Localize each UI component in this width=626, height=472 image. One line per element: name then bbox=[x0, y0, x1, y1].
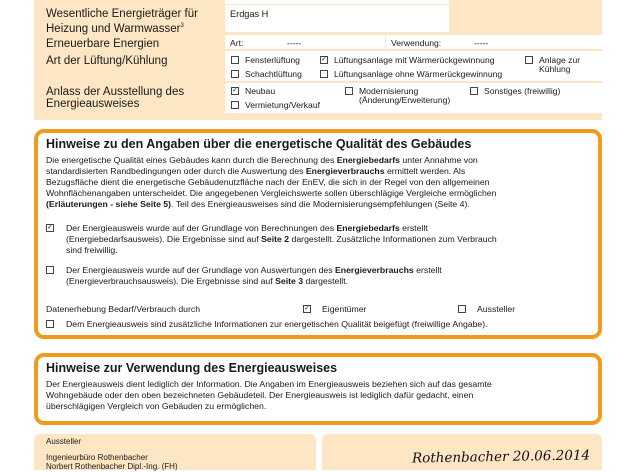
option-modernisierung-detail: (Änderung/Erweiterung) bbox=[359, 95, 451, 105]
renewable-art-cell bbox=[225, 35, 385, 49]
verbrauchsausweis-line-1: Der Energieausweis wurde auf der Grundlage von Auswertungen des Energieverbrauchs erstellt bbox=[66, 265, 442, 275]
quality-text-line-5: (Erläuterungen - siehe Seite 5). Teil des Energieausweises sind die Modernisierungsempfehlungen (Seite 4). bbox=[46, 199, 470, 209]
checkbox-sonstiges[interactable] bbox=[470, 87, 478, 95]
option-fensterlueftung: Fensterlüftung bbox=[245, 55, 300, 65]
renewable-label: Erneuerbare Energien bbox=[46, 38, 160, 50]
data-collection-label: Datenerhebung Bedarf/Verbrauch durch bbox=[46, 304, 201, 314]
energy-carrier-label: Wesentliche Energieträger für bbox=[46, 8, 198, 20]
bedarfsausweis-line-1: Der Energieausweis wurde auf der Grundlage von Berechnungen des Energiebedarfs erstellt bbox=[66, 223, 428, 233]
issuer-label: Aussteller bbox=[46, 437, 82, 446]
issuer-line-1: Ingenieurbüro Rothenbacher bbox=[46, 453, 148, 462]
quality-text-line-4: Wohnflächenangaben unterscheidet. Die angegebenen Vergleichswerte sollen überschlägige Vergleiche ermöglichen bbox=[46, 188, 497, 198]
energy-carrier-label-2: Heizung und Warmwasser$^3$ bbox=[46, 22, 184, 35]
checkbox-lueftung-mit-wrg[interactable]: ✓ bbox=[321, 56, 327, 63]
issuer-line-2: Norbert Rothenbacher Dipl.-Ing. (FH) bbox=[46, 462, 178, 471]
checkbox-zusatzinfo[interactable] bbox=[46, 320, 54, 328]
ventilation-label: Art der Lüftung/Kühlung bbox=[46, 55, 168, 67]
quality-notes-heading: Hinweise zu den Angaben über die energetische Qualität des Gebäudes bbox=[46, 137, 472, 151]
checkbox-schachtlueftung[interactable] bbox=[231, 70, 239, 78]
energy-carrier-value: Erdgas H bbox=[230, 9, 269, 19]
usage-text-line-3: überschlägigen Vergleich von Gebäuden zu ermöglichen. bbox=[46, 401, 267, 411]
option-vermietung: Vermietung/Verkauf bbox=[245, 100, 321, 110]
option-lueftung-mit-wrg: Lüftungsanlage mit Wärmerückgewinnung bbox=[334, 55, 495, 65]
usage-notes-heading: Hinweise zur Verwendung des Energieausweises bbox=[46, 361, 338, 375]
usage-text-line-2: Wohngebäude oder den oben bezeichneten Gebäudeteil. Der Energieausweis ist lediglich dafür gedacht, einen bbox=[46, 390, 474, 400]
option-schachtlueftung: Schachtlüftung bbox=[245, 69, 302, 79]
quality-text-line-2: standardisierten Randbedingungen oder durch die Auswertung des Energieverbrauchs ermittelt werden. Als bbox=[46, 166, 466, 176]
quality-text-line-3: Bezugsfläche dient die energetische Gebäudenutzfläche nach der EnEV, die sich in der Regel von den allgemeinen bbox=[46, 177, 490, 187]
checkbox-verbrauchsausweis[interactable] bbox=[46, 266, 54, 274]
checkbox-neubau[interactable]: ✓ bbox=[232, 87, 238, 94]
quality-text-line-1: Die energetische Qualität eines Gebäudes kann durch die Berechnung des Energiebedarfs unter Annahme von bbox=[46, 155, 478, 165]
reason-label: Anlass der Ausstellung des bbox=[46, 86, 185, 98]
verbrauchsausweis-line-2: (Energieverbrauchsausweis). Die Ergebnisse sind auf Seite 3 dargestellt. bbox=[66, 276, 349, 286]
option-eigentuemer: Eigentümer bbox=[322, 304, 367, 314]
bedarfsausweis-line-2: (Energiebedarfsausweis). Die Ergebnisse sind auf Seite 2 dargestellt. Zusätzliche Informationen zum Verbrauch bbox=[66, 234, 497, 244]
checkbox-lueftung-ohne-wrg[interactable] bbox=[320, 70, 328, 78]
option-anlage-zur: Anlage zur bbox=[539, 55, 581, 65]
checkbox-bedarfsausweis[interactable]: ✓ bbox=[47, 224, 53, 231]
usage-text-line-1: Der Energieausweis dient lediglich der Information. Die Angaben im Energieausweis beziehen sich auf das gesamte bbox=[46, 379, 492, 389]
renewable-use-value: ----- bbox=[474, 38, 489, 48]
top-row-value-cell bbox=[225, 0, 449, 4]
renewable-use-label: Verwendung: bbox=[391, 38, 442, 48]
option-lueftung-ohne-wrg: Lüftungsanlage ohne Wärmerückgewinnung bbox=[334, 69, 503, 79]
option-aussteller: Aussteller bbox=[477, 304, 516, 314]
zusatzinfo-text: Dem Energieausweis sind zusätzliche Informationen zur energetischen Qualität beigefügt (freiwillige Angabe). bbox=[66, 319, 488, 329]
checkbox-fensterlueftung[interactable] bbox=[231, 56, 239, 64]
checkbox-kuehlung[interactable] bbox=[525, 56, 533, 64]
checkbox-eigentuemer[interactable]: ✓ bbox=[304, 305, 310, 312]
checkbox-modernisierung[interactable] bbox=[345, 87, 353, 95]
checkbox-vermietung[interactable] bbox=[231, 101, 239, 109]
bedarfsausweis-line-3: sind freiwillig. bbox=[66, 245, 118, 255]
renewable-art-label: Art: bbox=[230, 38, 244, 48]
option-kuehlung: Kühlung bbox=[539, 64, 571, 74]
option-neubau: Neubau bbox=[245, 86, 276, 96]
signature: Rothenbacher 20.06.2014 bbox=[411, 447, 591, 467]
option-modernisierung: Modernisierung bbox=[359, 86, 419, 96]
renewable-art-value: ----- bbox=[287, 38, 302, 48]
reason-label-2: Energieausweises bbox=[46, 98, 140, 110]
checkbox-aussteller[interactable] bbox=[458, 305, 466, 313]
option-sonstiges: Sonstiges (freiwillig) bbox=[484, 86, 561, 96]
